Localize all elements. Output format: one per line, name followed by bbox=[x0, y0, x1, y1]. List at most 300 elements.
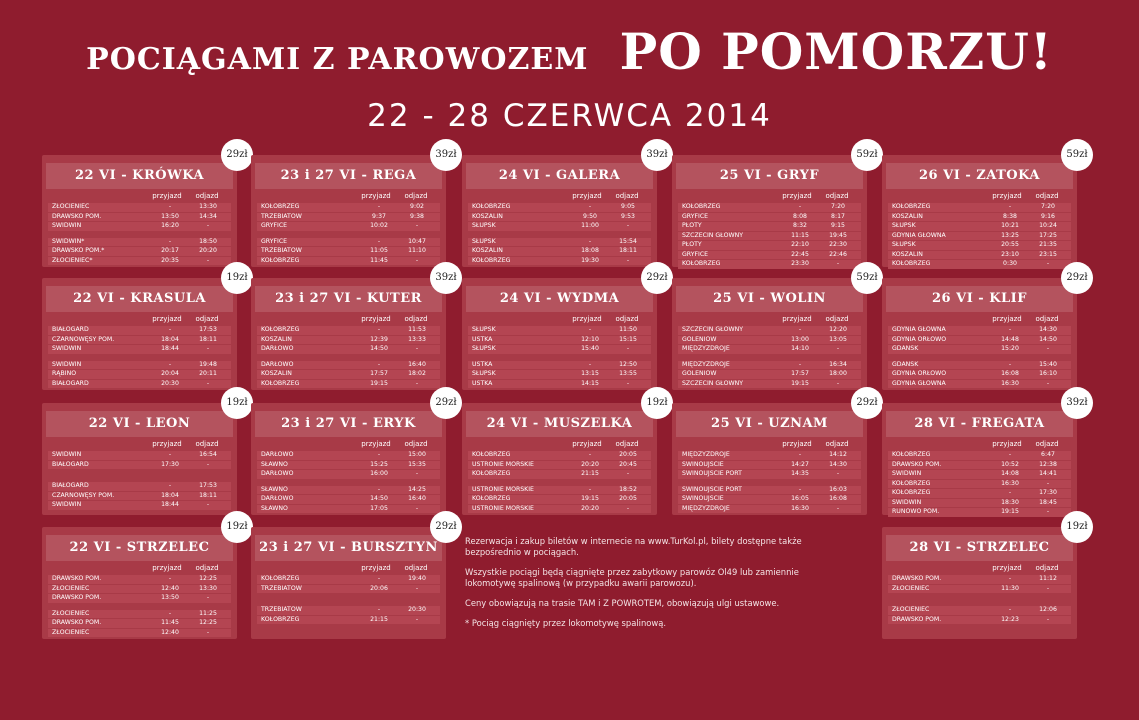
timetable-row bbox=[888, 575, 1071, 584]
timetable-row bbox=[257, 575, 440, 584]
arrival-time: 20:06 bbox=[370, 584, 388, 592]
price-badge: 19zł bbox=[221, 387, 253, 419]
col-arrive: przyjazd bbox=[572, 315, 602, 323]
departure-time: 20:45 bbox=[619, 460, 637, 468]
arrival-time: 16:20 bbox=[161, 222, 179, 229]
timetable-row bbox=[678, 505, 861, 514]
timetable-row bbox=[48, 222, 231, 231]
station-name: DARŁOWO bbox=[261, 451, 294, 458]
col-depart: odjazd bbox=[404, 192, 428, 200]
timetable-row bbox=[888, 251, 1071, 260]
timetable-card bbox=[42, 149, 248, 267]
arrival-time: 21:15 bbox=[581, 470, 599, 477]
price-badge: 59zł bbox=[851, 139, 883, 171]
departure-time: 14:34 bbox=[199, 212, 217, 220]
col-depart: odjazd bbox=[615, 440, 639, 448]
card-title: 24 VI - GALERA bbox=[466, 163, 653, 189]
col-arrive: przyjazd bbox=[992, 440, 1022, 448]
departure-time: 9:05 bbox=[621, 203, 635, 210]
station-name: ŚWIDWIN bbox=[52, 451, 82, 458]
timetable-row bbox=[888, 203, 1071, 212]
station-name: RĄBINO bbox=[52, 370, 77, 377]
column-headers bbox=[48, 564, 231, 574]
col-arrive: przyjazd bbox=[152, 315, 182, 323]
station-name: KOŁOBRZEG bbox=[261, 256, 300, 264]
arrival-time: 20:20 bbox=[581, 460, 599, 468]
timetable-row bbox=[678, 213, 861, 222]
departure-time: - bbox=[1046, 345, 1050, 352]
timetable-row bbox=[678, 345, 861, 354]
departure-time: - bbox=[206, 594, 210, 601]
timetable-row bbox=[48, 629, 231, 638]
timetable-row bbox=[48, 594, 231, 603]
station-name: ZŁOCIENIEC bbox=[52, 584, 90, 592]
timetable-row bbox=[678, 241, 861, 250]
timetable-row bbox=[468, 451, 651, 460]
timetable-row bbox=[468, 495, 651, 504]
info-reservation: Rezerwacja i zakup biletów w internecie na www.TurKol.pl, bilety dostępne także bezpośrednio w pociągach. bbox=[465, 536, 802, 557]
price-badge: 59zł bbox=[1061, 139, 1093, 171]
station-name: KOŁOBRZEG bbox=[892, 489, 931, 496]
col-arrive: przyjazd bbox=[782, 192, 812, 200]
col-arrive: przyjazd bbox=[992, 564, 1022, 572]
station-name: ZŁOCIENIEC bbox=[892, 606, 930, 613]
timetable-row bbox=[257, 370, 440, 379]
station-name: DRAWSKO POM. bbox=[892, 460, 942, 468]
station-name: KOŁOBRZEG bbox=[892, 260, 931, 267]
arrival-time: 17:05 bbox=[370, 504, 388, 512]
station-name: DARŁOWO bbox=[261, 360, 294, 368]
station-name: KOSZALIN bbox=[472, 212, 503, 220]
station-name: SŁUPSK bbox=[892, 222, 916, 229]
station-name: ZŁOCIENIEC bbox=[52, 609, 90, 617]
timetable-row bbox=[678, 470, 861, 479]
row-gap bbox=[678, 479, 861, 485]
departure-time: 18:11 bbox=[619, 247, 637, 254]
station-name: DRAWSKO POM. bbox=[892, 615, 942, 623]
card-title: 28 VI - STRZELEC bbox=[886, 535, 1073, 561]
column-headers bbox=[678, 315, 861, 325]
station-name: KOŁOBRZEG bbox=[682, 260, 721, 267]
departure-time: 9:02 bbox=[410, 203, 424, 210]
departure-time: - bbox=[415, 222, 419, 229]
column-headers bbox=[257, 192, 440, 202]
timetable-card bbox=[882, 397, 1088, 515]
station-name: ŚWIDWIN bbox=[52, 501, 82, 508]
arrival-time: 8:38 bbox=[1003, 212, 1017, 220]
station-name: TRZEBIATÓW bbox=[261, 584, 302, 592]
station-name: KOŁOBRZEG bbox=[472, 451, 511, 458]
timetable-row bbox=[888, 616, 1071, 625]
station-name: PŁOTY bbox=[682, 222, 702, 229]
departure-time: 10:47 bbox=[408, 237, 426, 245]
arrival-time: 18:30 bbox=[1001, 498, 1019, 506]
arrival-time: 12:23 bbox=[1001, 615, 1019, 623]
row-gap bbox=[48, 475, 231, 481]
column-headers bbox=[468, 315, 651, 325]
station-name: MIĘDZYZDROJE bbox=[682, 360, 730, 368]
price-badge: 39zł bbox=[641, 139, 673, 171]
station-name: TRZEBIATÓW bbox=[261, 212, 302, 220]
arrival-time: - bbox=[377, 326, 381, 333]
column-headers bbox=[888, 192, 1071, 202]
station-name: USTKA bbox=[472, 360, 493, 368]
price-badge: 19zł bbox=[641, 387, 673, 419]
station-name: TRZEBIATÓW bbox=[261, 247, 302, 254]
timetable-row bbox=[888, 232, 1071, 241]
timetable-row bbox=[888, 370, 1071, 379]
departure-time: - bbox=[415, 345, 419, 352]
timetable-row bbox=[468, 238, 651, 247]
arrival-time: - bbox=[377, 237, 381, 245]
timetable-row bbox=[48, 361, 231, 370]
departure-time: - bbox=[626, 504, 630, 512]
departure-time: 23:15 bbox=[1039, 250, 1057, 258]
departure-time: - bbox=[415, 615, 419, 623]
station-name: PŁOTY bbox=[682, 241, 702, 248]
col-depart: odjazd bbox=[404, 440, 428, 448]
card-title: 24 VI - WYDMA bbox=[466, 286, 653, 312]
departure-time: - bbox=[415, 379, 419, 387]
arrival-time: 16:00 bbox=[370, 470, 388, 477]
timetable-row bbox=[678, 336, 861, 345]
col-depart: odjazd bbox=[825, 315, 849, 323]
card-title: 26 VI - KLIF bbox=[886, 286, 1073, 312]
station-name: RUNOWO POM. bbox=[892, 508, 940, 515]
col-depart: odjazd bbox=[404, 564, 428, 572]
arrival-time: - bbox=[168, 360, 172, 368]
arrival-time: - bbox=[588, 485, 592, 493]
timetable-card bbox=[882, 521, 1088, 639]
arrival-time: 21:15 bbox=[370, 615, 388, 623]
col-depart: odjazd bbox=[1035, 315, 1059, 323]
timetable-row bbox=[888, 470, 1071, 479]
price-badge: 29zł bbox=[430, 511, 462, 543]
price-badge: 29zł bbox=[641, 262, 673, 294]
arrival-time: 12:40 bbox=[161, 628, 179, 636]
station-name: SŁUPSK bbox=[472, 345, 496, 352]
arrival-time: 9:37 bbox=[372, 212, 386, 220]
departure-time: 18:00 bbox=[829, 370, 847, 377]
arrival-time: 14:27 bbox=[791, 460, 809, 468]
timetable-row bbox=[257, 606, 440, 615]
station-name: SŁUPSK bbox=[472, 370, 496, 377]
title-small: POCIĄGAMI Z PAROWOZEM bbox=[86, 42, 589, 77]
timetable-row bbox=[257, 361, 440, 370]
card-title: 22 VI - LEON bbox=[46, 411, 233, 437]
departure-time: 11:50 bbox=[619, 326, 637, 333]
timetable-row bbox=[468, 213, 651, 222]
arrival-time: 23:30 bbox=[791, 260, 809, 267]
arrival-time: 14:50 bbox=[370, 495, 388, 502]
departure-time: 11:53 bbox=[408, 326, 426, 333]
arrival-time: 20:35 bbox=[161, 256, 179, 264]
column-headers bbox=[257, 440, 440, 450]
arrival-time: 17:30 bbox=[161, 460, 179, 468]
timetable-row bbox=[468, 326, 651, 335]
station-name: SŁAWNO bbox=[261, 485, 288, 493]
departure-time: 17:53 bbox=[199, 326, 217, 333]
station-name: KOŁOBRZEG bbox=[892, 479, 931, 487]
col-arrive: przyjazd bbox=[992, 192, 1022, 200]
arrival-time: - bbox=[168, 575, 172, 582]
station-name: KOŁOBRZEG bbox=[261, 615, 300, 623]
arrival-time: 16:30 bbox=[1001, 479, 1019, 487]
arrival-time: - bbox=[377, 575, 381, 582]
timetable-row bbox=[257, 247, 440, 256]
timetable-row bbox=[257, 486, 440, 495]
departure-time: 7:20 bbox=[1041, 203, 1055, 210]
col-depart: odjazd bbox=[404, 315, 428, 323]
price-badge: 39zł bbox=[1061, 387, 1093, 419]
timetable-row bbox=[257, 345, 440, 354]
departure-time: 11:12 bbox=[1039, 575, 1057, 582]
timetable-row bbox=[468, 336, 651, 345]
departure-time: 16:34 bbox=[829, 360, 847, 368]
arrival-time: 11:30 bbox=[1001, 584, 1019, 592]
station-name: GDYNIA ORŁOWO bbox=[892, 335, 947, 343]
station-name: ŚWINOUJŚCIE bbox=[682, 460, 724, 468]
departure-time: 13:30 bbox=[199, 584, 217, 592]
station-name: GDYNIA GŁÓWNA bbox=[892, 231, 946, 239]
arrival-time: - bbox=[168, 237, 172, 245]
station-name: ŚWIDWIN bbox=[892, 470, 922, 477]
arrival-time: 19:15 bbox=[370, 379, 388, 387]
arrival-time: - bbox=[588, 360, 592, 368]
departure-time: 15:35 bbox=[408, 460, 426, 468]
timetable-row bbox=[678, 495, 861, 504]
station-name: USTKA bbox=[472, 379, 493, 387]
timetable-card bbox=[462, 272, 668, 390]
column-headers bbox=[888, 315, 1071, 325]
timetable-row bbox=[48, 326, 231, 335]
card-title: 25 VI - GRYF bbox=[676, 163, 863, 189]
arrival-time: 10:21 bbox=[1001, 222, 1019, 229]
arrival-time: 20:55 bbox=[1001, 241, 1019, 248]
col-depart: odjazd bbox=[1035, 440, 1059, 448]
station-name: KOSZALIN bbox=[261, 335, 292, 343]
arrival-time: - bbox=[588, 326, 592, 333]
station-name: KOŁOBRZEG bbox=[472, 256, 511, 264]
timetable-card bbox=[42, 521, 248, 639]
departure-time: - bbox=[415, 470, 419, 477]
arrival-time: 17:57 bbox=[370, 370, 388, 377]
arrival-time: 11:45 bbox=[370, 256, 388, 264]
departure-time: 11:25 bbox=[199, 609, 217, 617]
timetable-row bbox=[888, 345, 1071, 354]
arrival-time: 13:25 bbox=[1001, 231, 1019, 239]
station-name: GRYFICE bbox=[682, 212, 709, 220]
arrival-time: - bbox=[1008, 575, 1012, 582]
card-title: 23 i 27 VI - KUTER bbox=[255, 286, 442, 312]
info-text bbox=[465, 536, 845, 638]
station-name: DRAWSKO POM. bbox=[892, 575, 942, 582]
departure-time: - bbox=[206, 256, 210, 264]
timetable-card bbox=[251, 149, 457, 267]
col-depart: odjazd bbox=[825, 440, 849, 448]
station-name: GOLENIÓW bbox=[682, 335, 717, 343]
timetable-row bbox=[468, 203, 651, 212]
col-arrive: przyjazd bbox=[152, 440, 182, 448]
timetable-row bbox=[678, 486, 861, 495]
station-name: KOŁOBRZEG bbox=[472, 470, 511, 477]
arrival-time: - bbox=[168, 326, 172, 333]
timetable-row bbox=[888, 380, 1071, 389]
timetable-row bbox=[888, 508, 1071, 517]
row-gap bbox=[678, 354, 861, 360]
arrival-time: - bbox=[168, 609, 172, 617]
timetable-row bbox=[257, 495, 440, 504]
departure-time: 12:06 bbox=[1039, 606, 1057, 613]
station-name: SŁAWNO bbox=[261, 460, 288, 468]
timetable-row bbox=[48, 575, 231, 584]
arrival-time: - bbox=[1008, 203, 1012, 210]
departure-time: - bbox=[626, 470, 630, 477]
timetable-card bbox=[42, 272, 248, 390]
station-name: GDAŃSK bbox=[892, 345, 919, 352]
departure-time: 16:03 bbox=[829, 485, 847, 493]
arrival-time: 17:57 bbox=[791, 370, 809, 377]
departure-time: 13:30 bbox=[199, 203, 217, 210]
station-name: KOSZALIN bbox=[261, 370, 292, 377]
timetable-card bbox=[251, 272, 457, 390]
col-arrive: przyjazd bbox=[361, 564, 391, 572]
arrival-time: 18:44 bbox=[161, 345, 179, 352]
col-arrive: przyjazd bbox=[572, 440, 602, 448]
timetable-row bbox=[888, 241, 1071, 250]
row-gap bbox=[257, 479, 440, 485]
col-depart: odjazd bbox=[615, 192, 639, 200]
col-arrive: przyjazd bbox=[361, 315, 391, 323]
price-badge: 19zł bbox=[221, 262, 253, 294]
timetable-row bbox=[468, 461, 651, 470]
station-name: ZŁOCIENIEC* bbox=[52, 256, 93, 264]
arrival-time: 16:08 bbox=[1001, 370, 1019, 377]
station-name: CZARNOWĘSY POM. bbox=[52, 335, 115, 343]
departure-time: 10:24 bbox=[1039, 222, 1057, 229]
arrival-time: - bbox=[798, 203, 802, 210]
departure-time: 19:40 bbox=[408, 575, 426, 582]
arrival-time: - bbox=[798, 485, 802, 493]
arrival-time: 18:44 bbox=[161, 501, 179, 508]
station-name: GDYNIA GŁÓWNA bbox=[892, 326, 946, 333]
price-badge: 29zł bbox=[1061, 262, 1093, 294]
departure-time: 17:25 bbox=[1039, 231, 1057, 239]
station-name: KOŁOBRZEG bbox=[261, 203, 300, 210]
station-name: GRYFICE bbox=[682, 250, 709, 258]
timetable-row bbox=[48, 492, 231, 501]
timetable-card bbox=[672, 272, 878, 390]
station-name: ŚWIDWIN bbox=[892, 498, 922, 506]
timetable-row bbox=[468, 505, 651, 514]
arrival-time: 13:00 bbox=[791, 335, 809, 343]
price-badge: 39zł bbox=[430, 262, 462, 294]
departure-time: 15:40 bbox=[1039, 360, 1057, 368]
departure-time: 18:11 bbox=[199, 491, 217, 499]
row-gap bbox=[468, 479, 651, 485]
arrival-time: - bbox=[1008, 606, 1012, 613]
timetable-row bbox=[48, 257, 231, 266]
title-big: PO POMORZU! bbox=[619, 22, 1053, 81]
station-name: MIĘDZYZDROJE bbox=[682, 345, 730, 352]
timetable-row bbox=[888, 480, 1071, 489]
row-gap bbox=[257, 231, 440, 237]
col-arrive: przyjazd bbox=[152, 564, 182, 572]
column-headers bbox=[678, 440, 861, 450]
station-name: ŚWIDWIN bbox=[52, 360, 82, 368]
departure-time: 6:47 bbox=[1041, 451, 1055, 458]
departure-time: 14:41 bbox=[1039, 470, 1057, 477]
departure-time: 20:20 bbox=[199, 247, 217, 254]
row-gap bbox=[888, 354, 1071, 360]
timetable-card bbox=[882, 272, 1088, 390]
col-depart: odjazd bbox=[615, 315, 639, 323]
arrival-time: - bbox=[377, 360, 381, 368]
departure-time: 16:40 bbox=[408, 495, 426, 502]
row-gap bbox=[48, 354, 231, 360]
station-name: DRAWSKO POM.* bbox=[52, 247, 105, 254]
timetable-row bbox=[257, 585, 440, 594]
station-name: KOŁOBRZEG bbox=[682, 203, 721, 210]
departure-time: 18:50 bbox=[199, 237, 217, 245]
station-name: DRAWSKO POM. bbox=[52, 212, 102, 220]
col-depart: odjazd bbox=[1035, 564, 1059, 572]
timetable-card bbox=[42, 397, 248, 515]
price-badge: 59zł bbox=[851, 262, 883, 294]
arrival-time: - bbox=[588, 451, 592, 458]
arrival-time: 20:20 bbox=[581, 504, 599, 512]
timetable-row bbox=[678, 260, 861, 269]
card-title: 22 VI - STRZELEC bbox=[46, 535, 233, 561]
station-name: ŚWIDWIN* bbox=[52, 237, 85, 245]
station-name: SZCZECIN GŁÓWNY bbox=[682, 231, 744, 239]
station-name: ZŁOCIENIEC bbox=[52, 203, 90, 210]
timetable-row bbox=[48, 451, 231, 460]
timetable-row bbox=[888, 326, 1071, 335]
departure-time: 16:40 bbox=[408, 360, 426, 368]
departure-time: 17:53 bbox=[199, 482, 217, 489]
timetable-card bbox=[462, 149, 668, 267]
departure-time: 12:50 bbox=[619, 360, 637, 368]
departure-time: 7:20 bbox=[831, 203, 845, 210]
departure-time: 13:05 bbox=[829, 335, 847, 343]
column-headers bbox=[48, 440, 231, 450]
departure-time: 9:16 bbox=[1041, 212, 1055, 220]
card-title: 23 i 27 VI - REGA bbox=[255, 163, 442, 189]
station-name: GDYNIA ORŁOWO bbox=[892, 370, 947, 377]
timetable-row bbox=[678, 203, 861, 212]
station-name: DRAWSKO POM. bbox=[52, 594, 102, 601]
station-name: TRZEBIATÓW bbox=[261, 606, 302, 613]
timetable-row bbox=[468, 486, 651, 495]
station-name: ŚWIDWIN bbox=[52, 222, 82, 229]
departure-time: 14:50 bbox=[1039, 335, 1057, 343]
timetable-row bbox=[678, 380, 861, 389]
departure-time: 16:10 bbox=[1039, 370, 1057, 377]
station-name: SŁUPSK bbox=[472, 326, 496, 333]
station-name: KOŁOBRZEG bbox=[261, 326, 300, 333]
timetable-row bbox=[48, 336, 231, 345]
arrival-time: - bbox=[377, 606, 381, 613]
departure-time: - bbox=[415, 256, 419, 264]
station-name: DRAWSKO POM. bbox=[52, 619, 102, 626]
station-name: BIAŁOGARD bbox=[52, 326, 89, 333]
arrival-time: 14:15 bbox=[581, 379, 599, 387]
timetable-row bbox=[48, 619, 231, 628]
timetable-row bbox=[48, 380, 231, 389]
col-arrive: przyjazd bbox=[992, 315, 1022, 323]
departure-time: - bbox=[415, 504, 419, 512]
